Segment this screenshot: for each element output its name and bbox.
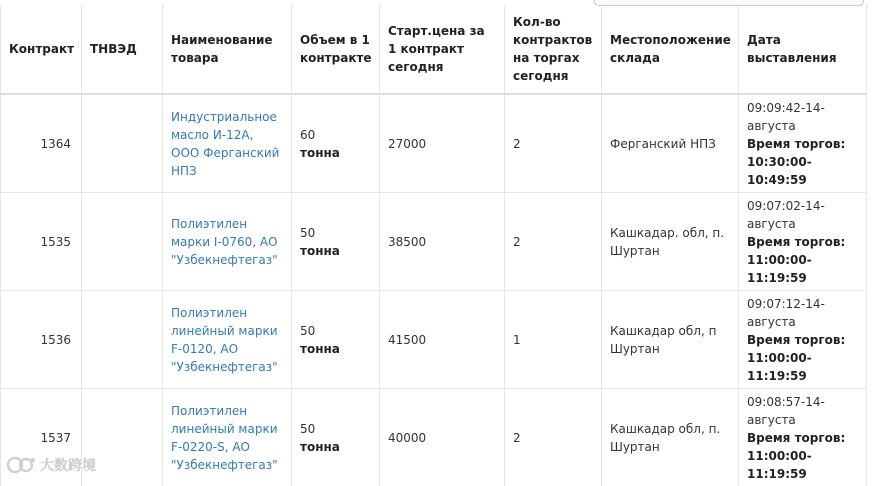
trading-time-value: 11:00:00-11:19:59 [747,447,858,483]
start-price: 40000 [380,389,505,486]
contract-count: 2 [505,94,602,193]
contract-count: 2 [505,193,602,291]
volume-unit: тонна [300,242,371,260]
start-price: 27000 [380,94,505,193]
posted-datetime: 09:08:57-14-августа [747,393,858,429]
volume-unit: тонна [300,144,371,162]
header-volume[interactable]: Объем в 1 контракте [292,5,380,94]
trading-time-value: 10:30:00-10:49:59 [747,153,858,189]
volume-unit: тонна [300,340,371,358]
product-name-cell [163,94,292,193]
trading-time-label: Время торгов: [747,331,858,349]
volume-cell [292,389,380,486]
volume-unit: тонна [300,438,371,456]
table-row [1,94,867,193]
product-name-link[interactable]: Полиэтилен линейный марки F-0220-S, АО "Узбекнефтегаз" [171,404,278,472]
trading-time-value: 11:00:00-11:19:59 [747,349,858,385]
table-row [1,193,867,291]
product-name-cell [163,193,292,291]
header-tnved[interactable]: ТНВЭД [82,5,163,94]
contract-number: 1537 [1,389,82,486]
product-name-cell [163,389,292,486]
watermark-text: 大数跨境 [40,455,96,475]
posted-cell [739,291,867,389]
posted-cell [739,389,867,486]
header-contract-count[interactable]: Кол-во контрактов на торгах сегодня [505,5,602,94]
trading-time-label: Время торгов: [747,135,858,153]
warehouse-location: Ферганский НПЗ [602,94,739,193]
table-header-row [1,5,867,94]
posted-cell [739,94,867,193]
product-name-link[interactable]: Полиэтилен линейный марки F-0120, АО "Узбекнефтегаз" [171,306,278,374]
contract-count: 1 [505,291,602,389]
trading-time-label: Время торгов: [747,233,858,251]
warehouse-location: Кашкадар обл, п. Шуртан [602,389,739,486]
contract-number: 1536 [1,291,82,389]
auction-table [0,5,867,486]
product-name-link[interactable]: Индустриальное масло И-12А, ООО Ферганский НПЗ [171,110,279,178]
volume-cell [292,94,380,193]
warehouse-location: Кашкадар. обл, п. Шуртан [602,193,739,291]
logo-icon [6,456,36,474]
start-price: 38500 [380,193,505,291]
volume-value: 60 [300,126,371,144]
contract-count: 2 [505,389,602,486]
volume-value: 50 [300,420,371,438]
trading-time-label: Время торгов: [747,429,858,447]
posted-datetime: 09:07:12-14-августа [747,295,858,331]
volume-cell [292,291,380,389]
volume-value: 50 [300,224,371,242]
start-price: 41500 [380,291,505,389]
tnved-code [82,193,163,291]
contract-number: 1535 [1,193,82,291]
volume-value: 50 [300,322,371,340]
watermark [6,455,96,475]
table-row [1,291,867,389]
posted-cell [739,193,867,291]
table-row [1,389,867,486]
contract-number: 1364 [1,94,82,193]
trading-time-value: 11:00:00-11:19:59 [747,251,858,287]
header-start-price[interactable]: Старт.цена за 1 контракт сегодня [380,5,505,94]
posted-datetime: 09:07:02-14-августа [747,197,858,233]
tnved-code [82,94,163,193]
header-warehouse-location[interactable]: Местоположение склада [602,5,739,94]
posted-datetime: 09:09:42-14-августа [747,99,858,135]
header-contract[interactable]: Контракт [1,5,82,94]
volume-cell [292,193,380,291]
warehouse-location: Кашкадар обл, п Шуртан [602,291,739,389]
tnved-code [82,291,163,389]
product-name-link[interactable]: Полиэтилен марки I-0760, АО "Узбекнефтегаз" [171,217,278,267]
header-product-name[interactable]: Наименование товара [163,5,292,94]
header-posted-date[interactable]: Дата выставления [739,5,867,94]
product-name-cell [163,291,292,389]
